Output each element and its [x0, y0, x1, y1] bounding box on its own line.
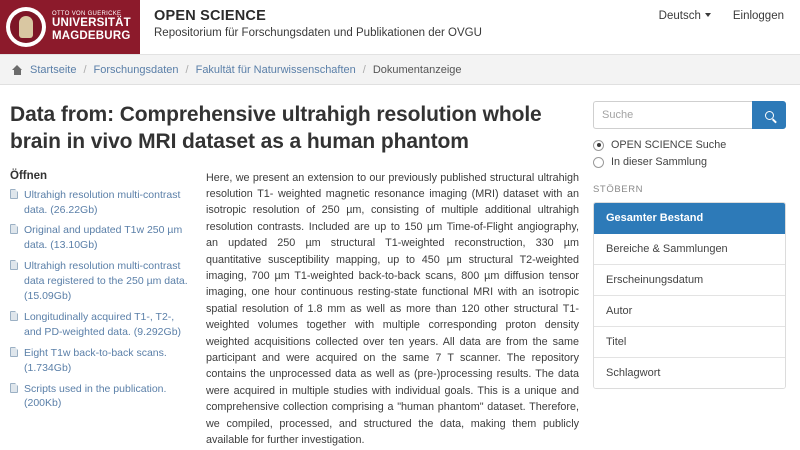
sidebar-item-autor[interactable]: Autor [594, 296, 785, 327]
file-name: Ultrahigh resolution multi-contrast data. [24, 188, 181, 216]
list-item[interactable] [10, 346, 190, 376]
file-icon [10, 189, 18, 199]
breadcrumb-separator: / [362, 63, 366, 76]
university-seal-icon [6, 7, 46, 47]
header-nav [659, 0, 800, 54]
language-label: Deutsch [658, 10, 701, 22]
file-size: (13.10Gb) [50, 239, 98, 252]
file-name: Eight T1w back-to-back scans. [24, 346, 167, 359]
search-bar [593, 101, 786, 129]
file-icon [10, 311, 18, 321]
breadcrumb [0, 55, 800, 85]
radio-icon[interactable] [593, 157, 604, 168]
chevron-down-icon [705, 13, 711, 17]
sidebar-item-erscheinungsdatum[interactable]: Erscheinungsdatum [594, 265, 785, 296]
scope-option-label: OPEN SCIENCE Suche [611, 139, 727, 151]
file-size: (15.09Gb) [24, 290, 72, 303]
scope-option-open-science[interactable] [593, 139, 786, 151]
site-subtitle: Repositorium für Forschungsdaten und Publikationen der OVGU [154, 27, 482, 39]
file-size: (9.292Gb) [133, 325, 182, 338]
page-content [0, 85, 800, 450]
breadcrumb-item-startseite[interactable]: Startseite [30, 63, 77, 76]
site-title: OPEN SCIENCE [154, 8, 266, 24]
file-size: (200Kb) [24, 397, 62, 410]
site-header [0, 0, 800, 55]
logo-line-2: UNIVERSITÄT [52, 17, 131, 30]
radio-icon[interactable] [593, 140, 604, 151]
file-icon [10, 224, 18, 234]
files-panel [10, 170, 190, 449]
main-column [0, 85, 593, 450]
item-detail-body [10, 170, 579, 449]
file-name: Scripts used in the publication. [24, 382, 167, 395]
file-name: Longitudinally acquired T1-, T2-, and PD-weighted data. [24, 310, 175, 338]
home-icon[interactable] [12, 65, 23, 75]
university-logo-text [52, 11, 131, 43]
search-icon [765, 111, 774, 120]
breadcrumb-separator: / [185, 63, 189, 76]
site-title-block[interactable] [140, 0, 659, 54]
file-size: (26.22Gb) [50, 203, 98, 216]
list-item[interactable] [10, 310, 190, 340]
breadcrumb-separator: / [83, 63, 87, 76]
list-item[interactable] [10, 382, 190, 412]
sidebar-item-schlagwort[interactable]: Schlagwort [594, 358, 785, 388]
logo-line-1: OTTO VON GUERICKE [52, 10, 122, 17]
sidebar-item-bereiche-sammlungen[interactable]: Bereiche & Sammlungen [594, 234, 785, 265]
browse-section-label: STÖBERN [593, 184, 644, 195]
abstract-text: Here, we present an extension to our previously published structural ultrahigh resolution T1- weighted magnetic resonance imaging (MRI) dataset with an isotropic resolution of 250 µm, consisting of multiple additional ultrahigh resolution contrasts. Included are up to 150 µm Time-of-Flight angiography, an updated 250 µm structural T1-weighted reconstruction, 330 µm quantitative susceptibility mapping, up to 450 µm structural T2-weighted imaging, 700 µm T1-weighted back-to-back scans, 800 µm diffusion tensor imaging, one hour continuous resting-state functional MRI with an isotropic spatial resolution of 1.8 mm as well as more than 120 other structural T1-weighted volumes together with multiple corresponding proton density weighted acquisitions collected over ten years. All data are from the same participant and were acquired on the same 7 T scanner. The repository contains the unprocessed data as well as (pre-)processing results. The data were acquired in multiple studies with individual goals. This is a unique and comprehensive collection comprising a "human phantom" dataset. Therefore, we compiled, processed, and structured the data, making them publicly available for further investigation. [206, 171, 579, 447]
file-size: (1.734Gb) [24, 361, 72, 374]
file-icon [10, 347, 18, 357]
breadcrumb-item-forschungsdaten[interactable]: Forschungsdaten [93, 63, 179, 76]
breadcrumb-item-fakultaet[interactable]: Fakultät für Naturwissenschaften [195, 63, 356, 76]
abstract-panel [206, 170, 579, 449]
file-icon [10, 383, 18, 393]
page-title: Data from: Comprehensive ultrahigh resolution whole brain in vivo MRI dataset as a human phantom [10, 103, 542, 154]
list-item[interactable] [10, 223, 190, 253]
sidebar-item-gesamter-bestand[interactable]: Gesamter Bestand [594, 203, 785, 234]
list-item[interactable] [10, 259, 190, 304]
search-input[interactable] [593, 101, 752, 129]
file-icon [10, 260, 18, 270]
scope-option-label: In dieser Sammlung [611, 156, 708, 168]
browse-list [593, 202, 786, 389]
breadcrumb-item-dokumentanzeige: Dokumentanzeige [372, 63, 462, 76]
language-switcher[interactable] [659, 10, 711, 22]
logo-line-3: MAGDEBURG [52, 30, 131, 43]
sidebar [593, 85, 800, 450]
file-name: Original and updated T1w 250 µm data. [24, 224, 183, 252]
sidebar-item-titel[interactable]: Titel [594, 327, 785, 358]
login-link[interactable]: Einloggen [732, 10, 784, 22]
university-logo[interactable] [0, 0, 140, 54]
scope-option-collection[interactable] [593, 156, 786, 168]
search-button[interactable] [752, 101, 786, 129]
list-item[interactable] [10, 188, 190, 218]
file-name: Ultrahigh resolution multi-contrast data registered to the 250 µm data. [24, 260, 188, 288]
files-section-label: Öffnen [10, 169, 48, 182]
